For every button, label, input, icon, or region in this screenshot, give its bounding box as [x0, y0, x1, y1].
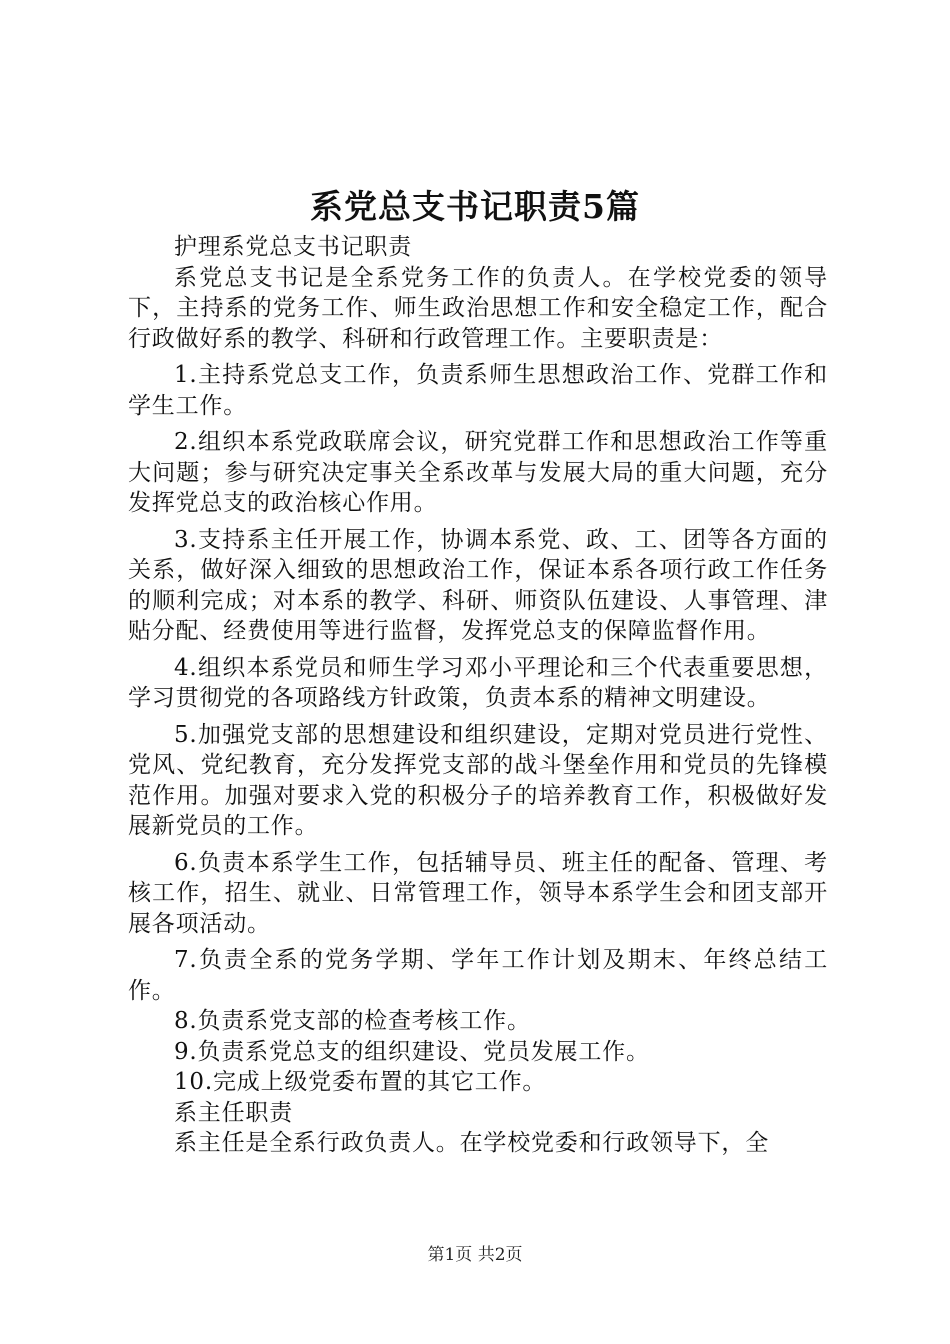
list-item: 3.支持系主任开展工作，协调本系党、政、工、团等各方面的关系，做好深入细致的思想政治工作，保证本系各项行政工作任务的顺利完成；对本系的教学、科研、师资队伍建设、人事管理、津贴分配、经费使用等进行监督，发挥党总支的保障监督作用。 — [128, 526, 828, 644]
list-item: 4.组织本系党员和师生学习邓小平理论和三个代表重要思想，学习贯彻党的各项路线方针政策，负责本系的精神文明建设。 — [128, 654, 828, 711]
document-body — [128, 232, 828, 1159]
list-item: 1.主持系党总支工作，负责系师生思想政治工作、党群工作和学生工作。 — [128, 362, 828, 419]
list-item: 10.完成上级党委布置的其它工作。 — [174, 1069, 547, 1095]
list-item: 6.负责本系学生工作，包括辅导员、班主任的配备、管理、考核工作，招生、就业、日常管理工作，领导本系学生会和团支部开展各项活动。 — [128, 849, 828, 937]
paragraph: 系主任是全系行政负责人。在学校党委和行政领导下，全 — [174, 1130, 769, 1156]
list-item: 7.负责全系的党务学期、学年工作计划及期末、年终总结工作。 — [128, 947, 828, 1004]
list-item: 2.组织本系党政联席会议，研究党群工作和思想政治工作等重大问题；参与研究决定事关全系改革与发展大局的重大问题，充分发挥党总支的政治核心作用。 — [128, 429, 828, 516]
page-number: 第1页 共2页 — [427, 1245, 523, 1265]
paragraph: 系党总支书记是全系党务工作的负责人。在学校党委的领导下，主持系的党务工作、师生政治思想工作和安全稳定工作，配合行政做好系的教学、科研和行政管理工作。主要职责是： — [128, 264, 828, 352]
list-item: 9.负责系党总支的组织建设、党员发展工作。 — [174, 1038, 650, 1065]
document-title: 系党总支书记职责5篇 — [310, 187, 640, 226]
section-heading: 护理系党总支书记职责 — [174, 234, 412, 260]
section-heading: 系主任职责 — [174, 1099, 293, 1126]
list-item: 5.加强党支部的思想建设和组织建设，定期对党员进行党性、党风、党纪教育，充分发挥党支部的战斗堡垒作用和党员的先锋模范作用。加强对要求入党的积极分子的培养教育工作，积极做好发展新党员的工作。 — [128, 721, 828, 839]
list-item: 8.负责系党支部的检查考核工作。 — [174, 1008, 531, 1034]
